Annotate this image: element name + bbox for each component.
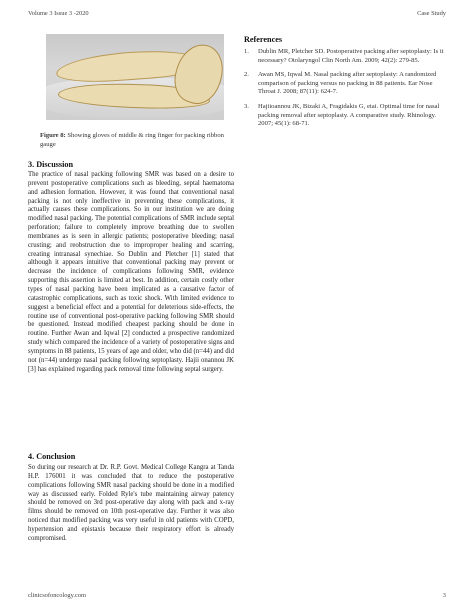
reference-number: 1. bbox=[244, 48, 249, 55]
footer-website[interactable]: clinicsofoncology.com bbox=[28, 592, 86, 599]
reference-item bbox=[244, 71, 450, 97]
reference-item bbox=[244, 48, 450, 65]
reference-text: Hajiioannou JK, Bizaki A, Fragidakis G, etai. Optimal time for nasal packing removal after septoplasty. A comparative study. Rhinology. 2007; 45(1): 68-71. bbox=[258, 102, 440, 128]
reference-number: 2. bbox=[244, 71, 249, 79]
reference-text: Awan MS, Iqwal M. Nasal packing after septoplasty: A randomized comparison of packing versus no packing in 88 patients. Ear Nose Throat J. 2008; 87(11): 624-7. bbox=[258, 71, 437, 96]
discussion-paragraph: The practice of nasal packing following SMR was based on a desire to prevent postoperative complications such as bleeding, septal haematoma and adhesion formation. However, it was found that conventional nasal packing is not only ineffective in preventing these complications, it actually causes these complications. So in our institution we are doing modified nasal packing. The potential complications of SMR include septal perforation; failure to completely improve breathing due to swollen membranes as is seen in allergic patients; postoperative bleeding; nasal crusting; and reobstruction due to improproper healing and scarring, creating intranasal synechiae. So Dublin and Pletcher [1] stated that although it appears intuitive that conventional packing may prevent or decrease the incidence of complications following SMR, evidence supporting this assertion is limited at best. In addition, certain costly other types of nasal packing have been implicated as a causative factor of catastrophic complications, such as toxic shock. With limited evidence to suggest a beneficial effect and a potential for deleterious side-effects, the routine use of conventional post-operative packing following SMR should be questioned. Instead modified cheapest packing should be done in routine. Further Awan and Iqwal [2] conducted a prospective randomized study which compared the incidence of a variety of postoperative signs and symptoms in 88 patients, 15 years of age and older, who did (n=44) and did not (n=44) undergo nasal packing following septoplasty. Hajii onannou JK [3] has explained regarding pack removal time following septal surgery. bbox=[28, 171, 234, 373]
page-number: 3 bbox=[442, 592, 446, 599]
figure-photo bbox=[46, 34, 224, 120]
references-heading: References bbox=[244, 35, 283, 44]
conclusion-paragraph: So during our research at Dr. R.P. Govt. Medical College Kangra at Tanda H.P. 176001 it was concluded that to reduce the postoperative complications following SMR nasal packing should be done in a modified way as discussed early. Folded Ryle's tube maintaining airway patency should be removed on 3rd post-operative day along with pack and x-ray films should be removed on 10th post-operative day. Further it was also noticed that modified packing was very useful in old patients with COPD, hypertension and epistaxis because their respiratory effort is already compromised. bbox=[28, 464, 234, 542]
discussion-heading: 3. Discussion bbox=[28, 160, 74, 169]
reference-number: 3. bbox=[244, 102, 249, 110]
reference-list bbox=[244, 48, 450, 135]
reference-item bbox=[244, 103, 450, 129]
running-header-left: Volume 3 Issue 3 -2020 bbox=[28, 10, 89, 17]
reference-text: Dublin MR, Pletcher SD. Postoperative packing after septoplasty: Is it necessary? Otolaryngol Clin North Am. 2009; 42(2): 279-85. bbox=[258, 48, 444, 64]
figure-label: Figure 8: bbox=[40, 132, 66, 139]
figure-caption bbox=[40, 131, 230, 149]
figure-caption-text: Showing gloves of middle & ring finger for packing ribbon gauge bbox=[40, 132, 224, 148]
conclusion-heading: 4. Conclusion bbox=[28, 452, 76, 461]
running-header-right: Case Study bbox=[417, 10, 446, 17]
